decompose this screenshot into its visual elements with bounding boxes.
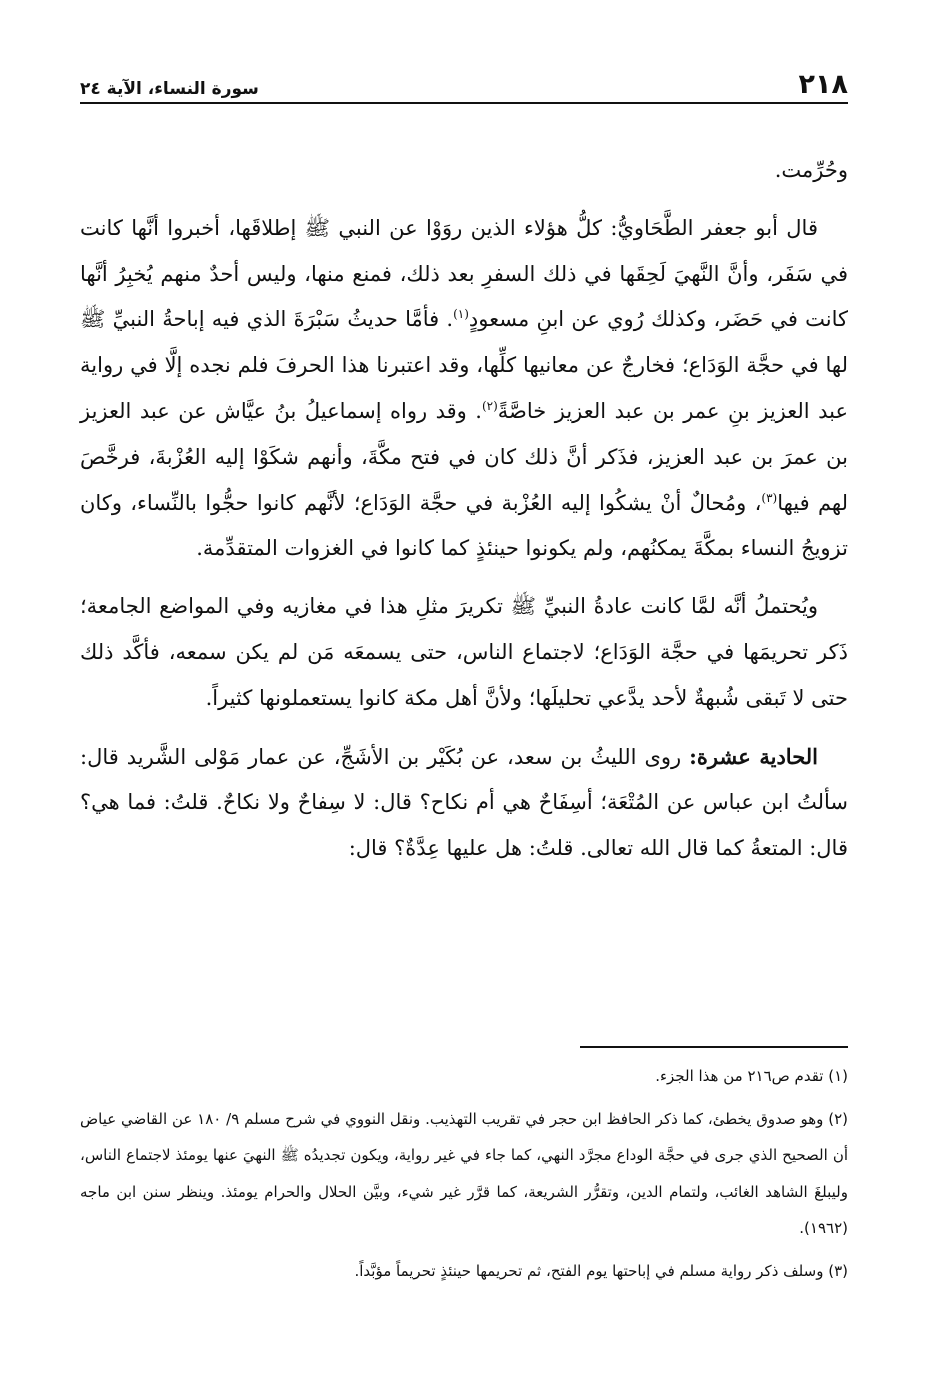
paragraph-3: ويُحتملُ أنَّه لمَّا كانت عادةُ النبيِّ ﷺ تكريرَ مثلِ هذا في مغازيه وفي المواضع الجامعة؛ ذَكر تحريمَها في حجَّة الوَدَاع؛ لاجتماع الناس، حتى يسمعَه مَن لم يكن سمعه، فأكَّد ذلك حتى لا تَبقى شُبهةٌ لأحد يدَّعي تحليلَها؛ ولأنَّ أهل مكة كانوا يستعملونها كثيراً. xyxy=(80,594,848,710)
footnotes xyxy=(80,1058,848,1295)
footnote-3: (٣) وسلف ذكر رواية مسلم في إباحتها يوم الفتح، ثم تحريمها حينئذٍ تحريماً مؤبَّداً. xyxy=(354,1261,848,1280)
paragraph-2-text-a: قال أبو جعفر الطَّحَاويُّ: كلُّ هؤلاء الذين روَوْا عن النبي ﷺ إطلاقَها، أخبروا أنَّها كانت في سَفَر، وأنَّ النَّهيَ لَحِقَها في ذلك السفرِ بعد ذلك، فمنع منها، وليس أحدٌ منهم يُخبِرُ أنَّها كانت في حَضَر، وكذلك رُوي عن ابنِ مسعودٍ xyxy=(80,215,848,332)
section-heading: الحادية عشرة: xyxy=(689,743,818,769)
main-text xyxy=(80,148,848,884)
footnote-2: (٢) وهو صدوق يخطئ، كما ذكر الحافظ ابن حجر في تقريب التهذيب. ونقل النووي في شرح مسلم ٩/ ١٨٠ عن القاضي عياض أن الصحيح الذي جرى في حجَّة الوداع مجرَّد النهي، كما جاء في غير رواية، ويكون تجديدُه ﷺ النهيَ عنها يومئذ لاجتماع الناس، وليبلغَ الشاهد الغائب، ولتمام الدين، وتقرُّر الشريعة، كما قرَّر غير شيء، وبيَّن الحلال والحرام يومئذ. وينظر سنن ابن ماجه (١٩٦٢). xyxy=(80,1109,848,1237)
running-title: سورة النساء، الآية ٢٤ xyxy=(80,79,259,99)
footnote-ref-3: (٣) xyxy=(761,490,778,505)
paragraph-4-text: روى الليثُ بن سعد، عن بُكَيْر بن الأشَجِّ، عن عمار مَوْلى الشَّريد قال: سألتُ ابن عباس عن المُتْعَة؛ أسِفَاحٌ هي أم نكاح؟ قال: لا سِفاحٌ ولا نكاحٌ. قلتُ: فما هي؟ قال: المتعةُ كما قال الله تعالى. قلتُ: هل عليها عِدَّةٌ؟ قال: xyxy=(80,744,848,861)
footnote-separator xyxy=(580,1046,848,1048)
footnote-ref-1: (١) xyxy=(453,307,469,322)
paragraph-1: وحُرِّمت. xyxy=(774,158,848,182)
footnote-1: (١) تقدم ص٢١٦ من هذا الجزء. xyxy=(655,1067,848,1085)
paragraph-4 xyxy=(80,734,848,872)
page-number: ٢١٨ xyxy=(798,69,848,100)
paragraph-2-text-b: . فأمَّا حديثُ سَبْرَةَ الذي فيه إباحةُ النبيِّ ﷺ لها في حجَّة الوَدَاع؛ فخارجٌ عن معانيها كلِّها، وقد اعتبرنا هذا الحرفَ فلم نجده إلَّا في رواية عبد العزيز بنِ عمر بن عبد العزيز خاصَّةً xyxy=(80,307,848,423)
footnote-ref-2: (٢) xyxy=(481,398,498,413)
page-header xyxy=(80,68,848,104)
paragraph-2 xyxy=(80,206,848,572)
paragraph-2-text-c: . وقد رواه إسماعيلُ بنُ عيَّاش عن عبد العزيز بن عمرَ بن عبد العزيز، فذَكر أنَّ ذلك كان في فتح مكَّةَ، وأنهم شكَوْا إليه العُزْبةَ، فرخَّصَ لهم فيها xyxy=(80,398,849,515)
paragraph-2-text-d: ، ومُحالٌ أنْ يشكُوا إليه العُزْبة في حجَّة الوَدَاع؛ لأنَّهم كانوا حجُّوا بالنِّساء، وكان تزويجُ النساء بمكَّةَ يمكنُهم، ولم يكونوا حينئذٍ كما كانوا في الغزوات المتقدِّمة. xyxy=(80,490,848,561)
